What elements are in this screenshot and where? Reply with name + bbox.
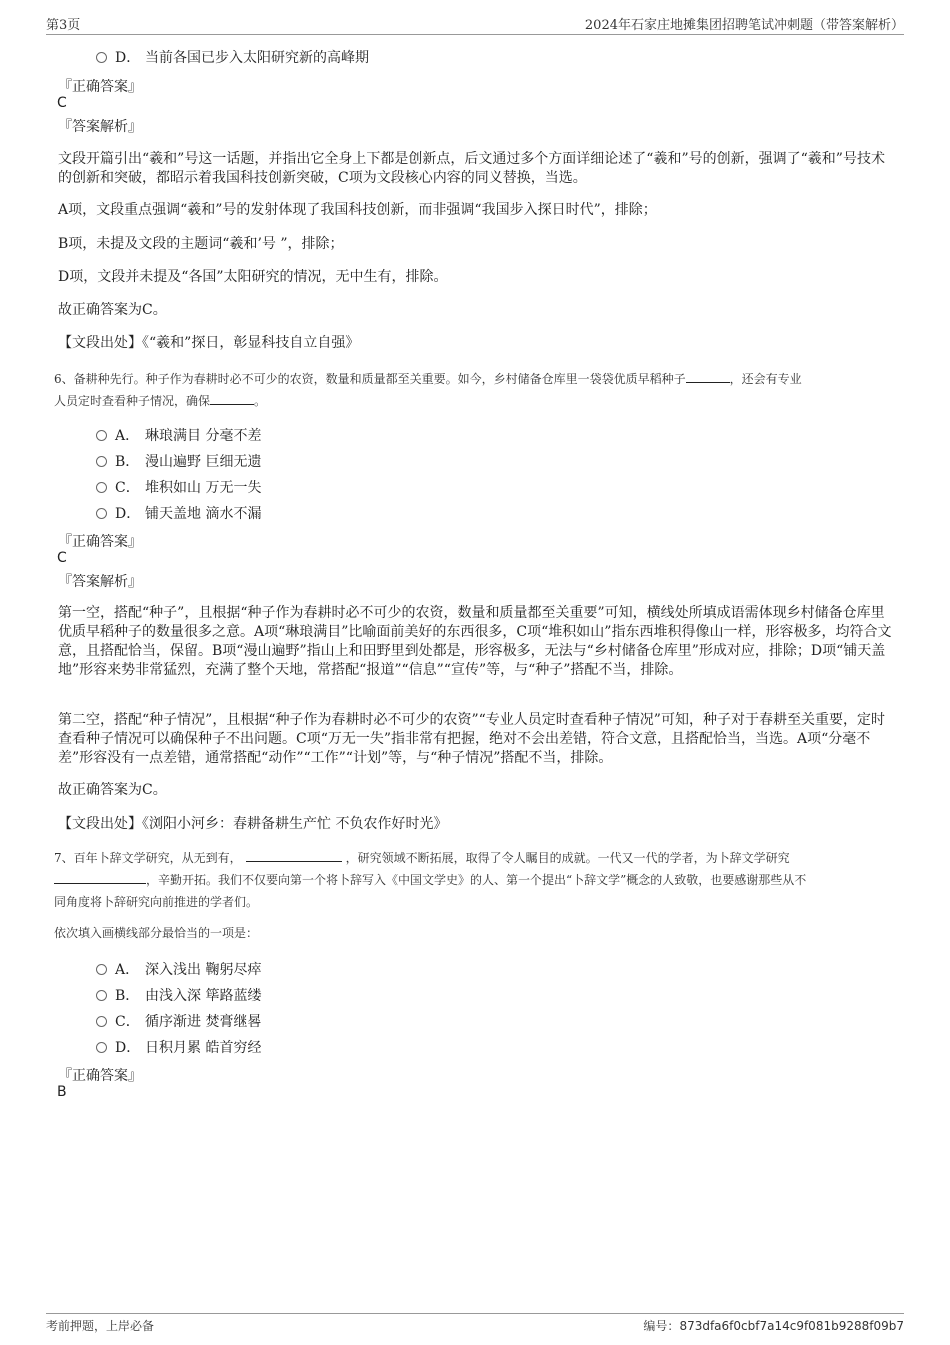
q5-answer: C [57, 95, 67, 111]
q6-option-c[interactable]: C． 堆积如山 万无一失 [96, 477, 261, 497]
blank [686, 370, 730, 383]
footer-slogan: 考前押题，上岸必备 [46, 1319, 155, 1333]
radio-icon[interactable] [96, 482, 107, 493]
radio-icon[interactable] [96, 964, 107, 975]
q5-analysis-p3: B项，未提及文段的主题词“羲和’号 ”，排除； [58, 236, 344, 252]
q6-answer: C [57, 550, 67, 566]
q5-answer-label: 『正确答案』 [58, 79, 142, 95]
q5-conclusion: 故正确答案为C。 [58, 302, 167, 318]
q7-answer-label: 『正确答案』 [58, 1068, 142, 1084]
q5-analysis-p1: 文段开篇引出“羲和”号这一话题，并指出它全身上下都是创新点，后文通过多个方面详细论述了“羲和”号的创新，强调了“羲和”号技术的创新和突破，都昭示着我国科技创新突破，C项为文段核心内容的同义替换，当选。 [58, 151, 885, 186]
q6-conclusion: 故正确答案为C。 [58, 782, 167, 798]
q7-option-c[interactable]: C． 循序渐进 焚膏继晷 [96, 1011, 261, 1031]
blank [54, 871, 146, 884]
q7-option-b[interactable]: B． 由浅入深 筚路蓝缕 [96, 985, 261, 1005]
q6-option-a[interactable]: A． 琳琅满目 分毫不差 [96, 425, 261, 445]
page-footer [46, 1313, 904, 1336]
radio-icon[interactable] [96, 52, 107, 63]
q7-option-d[interactable]: D． 日积月累 皓首穷经 [96, 1037, 261, 1057]
q7-question: 7、百年卜辞文学研究，从无到有， ，研究领域不断拓展，取得了令人瞩目的成就。一代又一代的学者，为卜辞文学研究 ，辛勤开拓。我们不仅要向第一个将卜辞写入《中国文学史》的人、第一个提出“卜辞文学”概念的人致敬，也要感谢那些从不 同角度将卜辞研究向前推进的学者们。 [54, 851, 807, 909]
page-number: 第3页 [46, 18, 81, 33]
radio-icon[interactable] [96, 456, 107, 467]
q7-option-a[interactable]: A． 深入浅出 鞠躬尽瘁 [96, 959, 261, 979]
q6-analysis-p1: 第一空，搭配“种子”，且根据“种子作为春耕时必不可少的农资，数量和质量都至关重要”可知，横线处所填成语需体现乡村储备仓库里优质早稻种子的数量很多之意。A项“琳琅满目”比喻面前美好的东西很多，C项“堆积如山”指东西堆积得像山一样，形容极多，均符合文意，且搭配恰当，保留。B项“漫山遍野”指山上和田野里到处都是，形容极多，无法与“乡村储备仓库里”形成对应，排除；D项“铺天盖地”形容来势非常猛烈，充满了整个天地，常搭配“报道”“信息”“宣传”等，与“种子”搭配不当，排除。 [58, 605, 892, 678]
radio-icon[interactable] [96, 990, 107, 1001]
q7-answer: B [57, 1084, 67, 1100]
q5-analysis-p4: D项，文段并未提及“各国”太阳研究的情况，无中生有，排除。 [58, 269, 448, 285]
q5-analysis-p2: A项，文段重点强调“羲和”号的发射体现了我国科技创新，而非强调“我国步入探日时代”，排除； [58, 202, 657, 218]
blank [246, 849, 342, 862]
q6-source: 【文段出处】《浏阳小河乡：春耕备耕生产忙 不负农作好时光》 [58, 816, 448, 832]
radio-icon[interactable] [96, 430, 107, 441]
radio-icon[interactable] [96, 1016, 107, 1027]
q6-answer-label: 『正确答案』 [58, 534, 142, 550]
q5-source: 【文段出处】《“羲和”探日，彰显科技自立自强》 [58, 335, 360, 351]
q6-option-b[interactable]: B． 漫山遍野 巨细无遗 [96, 451, 261, 471]
page-header [46, 12, 904, 35]
q5-analysis-label: 『答案解析』 [58, 119, 142, 135]
document-code: 编号：873dfa6f0cbf7a14c9f081b9288f09b7 [643, 1319, 904, 1333]
blank [210, 392, 254, 405]
radio-icon[interactable] [96, 1042, 107, 1053]
q6-analysis-p2: 第二空，搭配“种子情况”，且根据“种子作为春耕时必不可少的农资”“专业人员定时查看种子情况”可知，种子对于春耕至关重要，定时查看种子情况可以确保种子不出问题。C项“万无一失”指非常有把握，绝对不会出差错，符合文意，且搭配恰当，当选。A项“分毫不差”形容没有一点差错，通常搭配“动作”“工作”“计划”等，与“种子情况”搭配不当，排除。 [58, 712, 885, 766]
radio-icon[interactable] [96, 508, 107, 519]
q6-option-d[interactable]: D． 铺天盖地 滴水不漏 [96, 503, 261, 523]
q6-analysis-label: 『答案解析』 [58, 574, 142, 590]
q6-question: 6、备耕种先行。种子作为春耕时必不可少的农资，数量和质量都至关重要。如今，乡村储备仓库里一袋袋优质早稻种子 ，还会有专业 人员定时查看种子情况，确保 。 [54, 372, 802, 408]
document-title: 2024年石家庄地摊集团招聘笔试冲刺题（带答案解析） [584, 18, 904, 33]
q7-prompt: 依次填入画横线部分最恰当的一项是： [54, 926, 259, 940]
q5-option-d[interactable]: D． 当前各国已步入太阳研究新的高峰期 [96, 47, 369, 67]
